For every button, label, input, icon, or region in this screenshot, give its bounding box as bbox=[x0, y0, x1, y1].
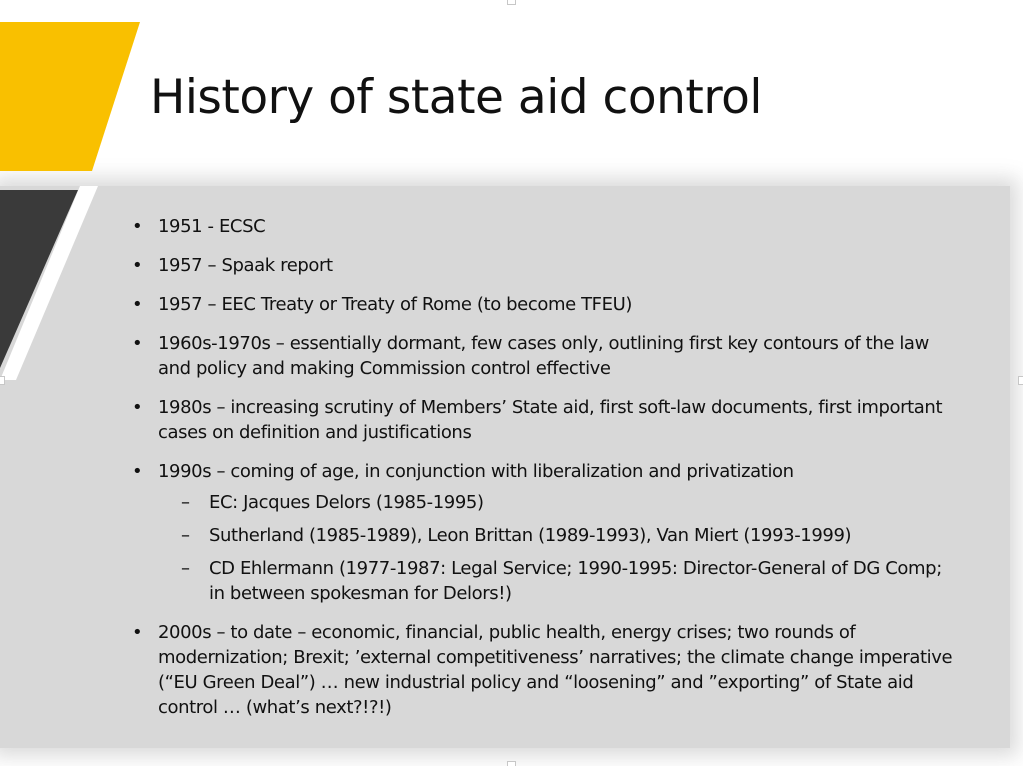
list-item-text: 2000s – to date – economic, financial, public health, energy crises; two rounds of modernization; Brexit; ’external competitiveness’ narratives; the climate change imperative (“EU Green Deal”) … new industrial policy and “loosening” and ”exporting” of State aid control … (what’s next?!?!) bbox=[158, 622, 953, 718]
slide-title: History of state aid control bbox=[150, 70, 762, 125]
list-item-text: 1990s – coming of age, in conjunction with liberalization and privatization bbox=[158, 461, 794, 482]
bullet-icon: • bbox=[132, 255, 143, 276]
accent-yellow-shape bbox=[0, 22, 140, 171]
accent-dark-shape bbox=[0, 190, 78, 368]
bullet-icon: • bbox=[132, 333, 143, 354]
list-item-text: 1960s-1970s – essentially dormant, few cases only, outlining first key contours of the law and policy and making Commission control effective bbox=[158, 333, 929, 379]
sub-list-item bbox=[158, 556, 960, 606]
resize-handle-bottom[interactable] bbox=[507, 761, 516, 766]
bullet-icon: • bbox=[132, 216, 143, 237]
sub-list-item-text: EC: Jacques Delors (1985-1995) bbox=[209, 492, 484, 513]
resize-handle-left[interactable] bbox=[0, 376, 5, 385]
dash-icon: – bbox=[181, 525, 190, 546]
bullet-icon: • bbox=[132, 622, 143, 643]
sub-list bbox=[158, 490, 960, 606]
list-item bbox=[130, 253, 960, 278]
list-item-text: 1951 - ECSC bbox=[158, 216, 266, 237]
sub-list-item bbox=[158, 523, 960, 548]
sub-list-item-text: CD Ehlermann (1977-1987: Legal Service; 1990-1995: Director-General of DG Comp; in between spokesman for Delors!) bbox=[209, 558, 942, 604]
dash-icon: – bbox=[181, 558, 190, 579]
bullet-list bbox=[130, 214, 960, 734]
list-item bbox=[130, 620, 960, 720]
resize-handle-right[interactable] bbox=[1018, 376, 1023, 385]
list-item-text: 1957 – EEC Treaty or Treaty of Rome (to become TFEU) bbox=[158, 294, 632, 315]
list-item-text: 1980s – increasing scrutiny of Members’ State aid, first soft-law documents, first important cases on definition and justifications bbox=[158, 397, 943, 443]
sub-list-item-text: Sutherland (1985-1989), Leon Brittan (1989-1993), Van Miert (1993-1999) bbox=[209, 525, 852, 546]
resize-handle-top[interactable] bbox=[507, 0, 516, 5]
list-item bbox=[130, 292, 960, 317]
list-item bbox=[130, 395, 960, 445]
bullet-icon: • bbox=[132, 294, 143, 315]
dash-icon: – bbox=[181, 492, 190, 513]
bullet-icon: • bbox=[132, 461, 143, 482]
list-item bbox=[130, 459, 960, 606]
list-item-text: 1957 – Spaak report bbox=[158, 255, 333, 276]
sub-list-item bbox=[158, 490, 960, 515]
list-item bbox=[130, 214, 960, 239]
bullet-icon: • bbox=[132, 397, 143, 418]
list-item bbox=[130, 331, 960, 381]
